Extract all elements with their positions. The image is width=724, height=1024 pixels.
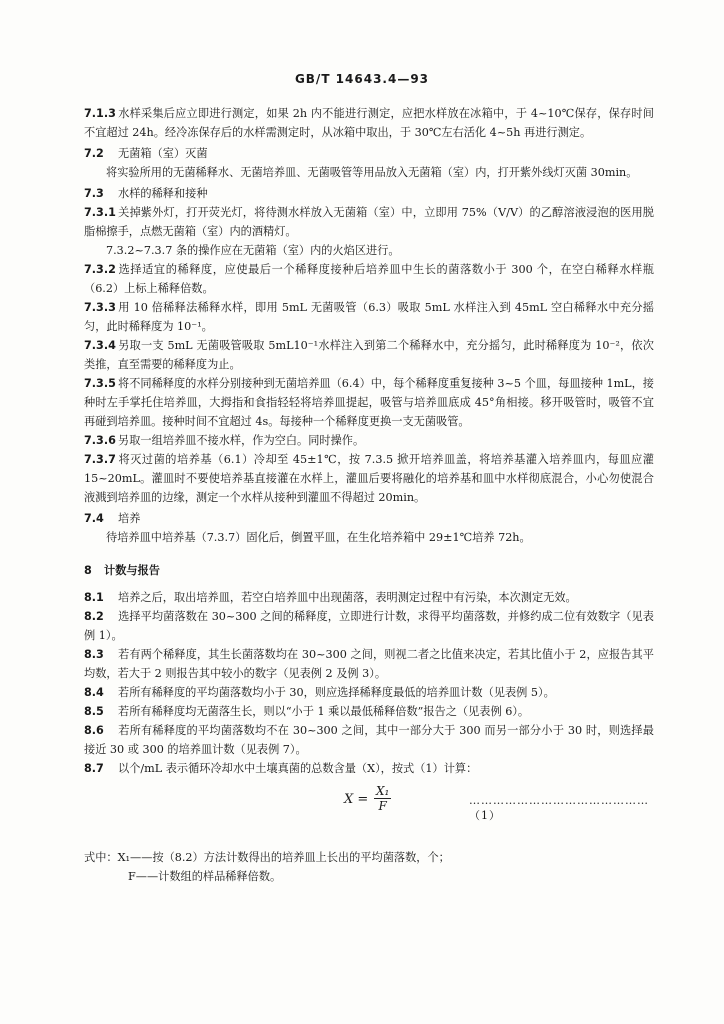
formula-number: ………………………………………（1） <box>469 794 649 822</box>
clause-7-3-5 <box>84 374 654 431</box>
clause-number: 8.5 <box>84 705 104 718</box>
clause-text: 选择适宜的稀释度，应使最后一个稀释度接种后培养皿中生长的菌落数小于 300 个，在空白稀释水样瓶（6.2）上标上稀释倍数。 <box>84 263 654 295</box>
clause-number: 8.7 <box>84 762 104 775</box>
clause-number: 7.1.3 <box>84 107 116 120</box>
clause-8-3 <box>84 645 654 683</box>
clause-7-3-6 <box>84 431 654 450</box>
clause-number: 8.2 <box>84 610 104 623</box>
clause-number: 7.2 <box>84 147 104 160</box>
clause-8-2 <box>84 607 654 645</box>
clause-7-3-4 <box>84 336 654 374</box>
clause-text: 将不同稀释度的水样分别接种到无菌培养皿（6.4）中，每个稀释度重复接种 3~5 个皿，每皿接种 1mL，接种时左手掌托住培养皿，大拇指和食指轻轻将培养皿提起，吸管与培养皿底成 45°角相接。移开吸管时，吸管不宜再碰到培养皿。接种时间不宜超过 4s。每接种一个稀释度更换一支无菌吸管。 <box>84 377 654 428</box>
clause-text: 若所有稀释度的平均菌落数均小于 30，则应选择稀释度最低的培养皿计数（见表例 5）。 <box>118 686 555 699</box>
clause-title: 无菌箱（室）灭菌 <box>118 147 208 160</box>
formula-denominator: F <box>378 799 387 813</box>
clause-text: 水样采集后应立即进行测定，如果 2h 内不能进行测定，应把水样放在冰箱中，于 4~10℃保存，保存时间不宜超过 24h。经冷冻保存后的水样需测定时，从冰箱中取出，于 30℃左右活化 4~5h 再进行测定。 <box>84 107 654 139</box>
clause-8-7 <box>84 759 654 778</box>
clause-number: 8.6 <box>84 724 104 737</box>
clause-text: 另取一支 5mL 无菌吸管吸取 5mL10⁻¹水样注入到第二个稀释水中，充分摇匀，此时稀释度为 10⁻²，依次类推，直至需要的稀释度为止。 <box>84 339 654 371</box>
formula-numerator: X₁ <box>376 784 390 798</box>
clause-text: 培养之后，取出培养皿，若空白培养皿中出现菌落，表明测定过程中有污染，本次测定无效。 <box>118 591 577 604</box>
clause-text: 用 10 倍稀释法稀释水样，即用 5mL 无菌吸管（6.3）吸取 5mL 水样注入到 45mL 空白稀释水中充分摇匀，此时稀释度为 10⁻¹。 <box>84 301 654 333</box>
document-body <box>84 104 654 886</box>
clause-text: 待培养皿中培养基（7.3.7）固化后，倒置平皿，在生化培养箱中 29±1℃培养 72h。 <box>106 531 531 544</box>
clause-number: 7.3.6 <box>84 434 116 447</box>
clause-text: 若所有稀释度均无菌落生长，则以“小于 1 乘以最低稀释倍数”报告之（见表例 6）。 <box>118 705 530 718</box>
clause-number: 7.3.4 <box>84 339 116 352</box>
formula-notes <box>84 848 654 886</box>
clause-number: 7.3.2 <box>84 263 116 276</box>
clause-number: 7.3 <box>84 187 104 200</box>
clause-number: 7.3.3 <box>84 301 116 314</box>
clause-7-3-3 <box>84 298 654 336</box>
clause-text: 关掉紫外灯，打开荧光灯，将待测水样放入无菌箱（室）中，立即用 75%（V/V）的乙醇溶液浸泡的医用脱脂棉擦手，点燃无菌箱（室）内的酒精灯。 <box>84 206 654 238</box>
clause-8-1 <box>84 588 654 607</box>
clause-number: 8.1 <box>84 591 104 604</box>
clause-title: 培养 <box>118 512 141 525</box>
section-number: 8 <box>84 564 92 577</box>
clause-number: 8.3 <box>84 648 104 661</box>
section-title: 计数与报告 <box>104 564 160 577</box>
clause-7-3-7 <box>84 450 654 507</box>
formula-1 <box>84 784 654 828</box>
clause-number: 7.3.5 <box>84 377 116 390</box>
note-line-1: 式中：X₁——按（8.2）方法计数得出的培养皿上长出的平均菌落数，个； <box>84 851 450 864</box>
note-line-2: F——计数组的样品稀释倍数。 <box>128 870 282 883</box>
clause-8-6 <box>84 721 654 759</box>
clause-7-3 <box>84 184 654 203</box>
clause-text: 将实验所用的无菌稀释水、无菌培养皿、无菌吸管等用品放入无菌箱（室）内，打开紫外线灯灭菌 30min。 <box>106 166 638 179</box>
clause-number: 7.3.1 <box>84 206 116 219</box>
clause-8-5 <box>84 702 654 721</box>
clause-7-3-2 <box>84 260 654 298</box>
clause-text: 以个/mL 表示循环冷却水中土壤真菌的总数含量（X），按式（1）计算： <box>118 762 478 775</box>
clause-text: 选择平均菌落数在 30~300 之间的稀释度，立即进行计数，求得平均菌落数，并修约成二位有效数字（见表例 1）。 <box>84 610 654 642</box>
clause-number: 8.4 <box>84 686 104 699</box>
clause-7-1-3 <box>84 104 654 142</box>
clause-text: 将灭过菌的培养基（6.1）冷却至 45±1℃，按 7.3.5 掀开培养皿盖，将培养基灌入培养皿内，每皿应灌 15~20mL。灌皿时不要使培养基直接灌在水样上，灌皿后要将融化的培养基和皿中水样彻底混合，小心勿使混合液溅到培养皿的边缘，测定一个水样从接种到灌皿不得超过 20min。 <box>84 453 654 504</box>
clause-7-3-1 <box>84 203 654 241</box>
formula-fraction <box>374 784 391 813</box>
clause-title: 水样的稀释和接种 <box>118 187 208 200</box>
clause-text: 另取一组培养皿不接水样，作为空白。同时操作。 <box>118 434 365 447</box>
clause-text: 若有两个稀释度，其生长菌落数均在 30~300 之间，则视二者之比值来决定，若其比值小于 2，应报告其平均数，若大于 2 则报告其中较小的数字（见表例 2 及例 3）。 <box>84 648 654 680</box>
clause-7-2 <box>84 144 654 163</box>
clause-text: 若所有稀释度的平均菌落数均不在 30~300 之间，其中一部分大于 300 而另一部分小于 30 时，则选择最接近 30 或 300 的培养皿计数（见表例 7）。 <box>84 724 654 756</box>
page-header: GB/T 14643.4—93 <box>294 72 430 86</box>
section-8 <box>84 561 654 580</box>
formula-lhs: X = <box>344 792 369 807</box>
clause-7-4 <box>84 509 654 528</box>
clause-number: 7.4 <box>84 512 104 525</box>
clause-number: 7.3.7 <box>84 453 116 466</box>
clause-text: 7.3.2~7.3.7 条的操作应在无菌箱（室）内的火焰区进行。 <box>106 244 400 257</box>
clause-8-4 <box>84 683 654 702</box>
